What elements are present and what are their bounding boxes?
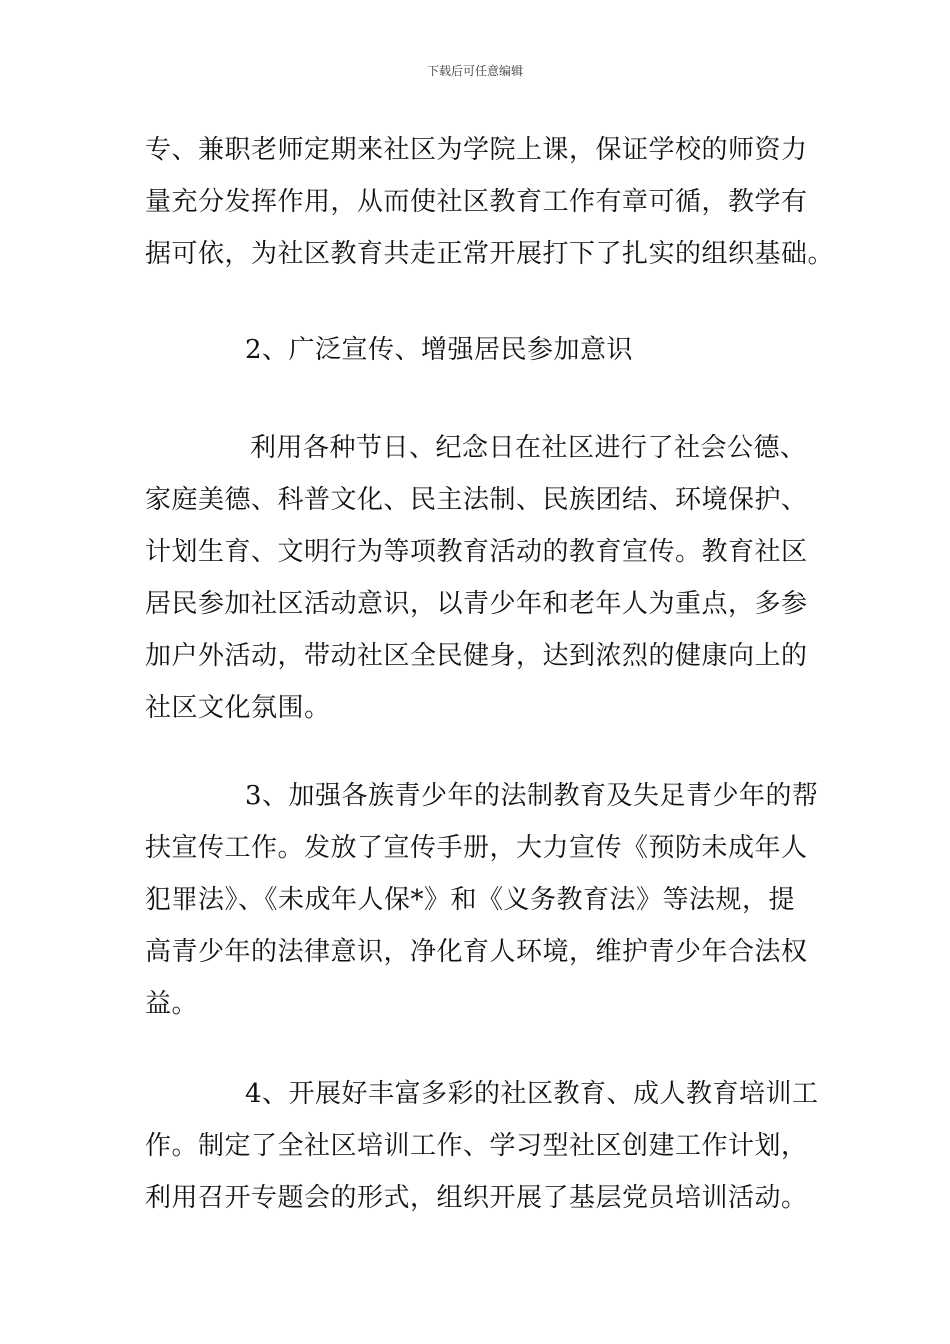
paragraph-teachers xyxy=(145,124,835,280)
page-header: 下载后可任意编辑 xyxy=(426,64,523,78)
text-line: 3、加强各族青少年的法制教育及失足青少年的帮 xyxy=(245,781,819,811)
paragraph-legal-education xyxy=(145,770,819,1030)
text-line: 利用各种节日、纪念日在社区进行了社会公德、 xyxy=(250,433,807,463)
heading-line: 2、广泛宣传、增强居民参加意识 xyxy=(245,335,634,365)
text-line: 计划生育、文明行为等项教育活动的教育宣传。教育社区 xyxy=(145,537,808,567)
section-heading-2 xyxy=(145,324,810,376)
text-line: 益。 xyxy=(145,989,199,1019)
text-line: 高青少年的法律意识，净化育人环境，维护青少年合法权 xyxy=(145,937,808,967)
text-line: 利用召开专题会的形式，组织开展了基层党员培训活动。 xyxy=(145,1183,808,1213)
text-line: 量充分发挥作用，从而使社区教育工作有章可循，教学有 xyxy=(145,187,808,217)
text-line: 据可依，为社区教育共走正常开展打下了扎实的组织基础。 xyxy=(145,239,835,269)
text-line: 加户外活动，带动社区全民健身，达到浓烈的健康向上的 xyxy=(145,641,808,671)
text-line: 专、兼职老师定期来社区为学院上课，保证学校的师资力 xyxy=(145,135,808,165)
paragraph-publicity xyxy=(145,422,810,734)
text-line: 社区文化氛围。 xyxy=(145,693,331,723)
text-line: 作。制定了全社区培训工作、学习型社区创建工作计划， xyxy=(145,1131,808,1161)
text-line: 4、开展好丰富多彩的社区教育、成人教育培训工 xyxy=(245,1079,819,1109)
text-line: 居民参加社区活动意识，以青少年和老年人为重点，多参 xyxy=(145,589,808,619)
text-line: 扶宣传工作。发放了宣传手册，大力宣传《预防未成年人 xyxy=(145,833,808,863)
text-line: 犯罪法》、《未成年人保*》和《义务教育法》等法规，提 xyxy=(145,885,796,915)
paragraph-training xyxy=(145,1068,819,1224)
text-line: 家庭美德、科普文化、民主法制、民族团结、环境保护、 xyxy=(145,485,808,515)
